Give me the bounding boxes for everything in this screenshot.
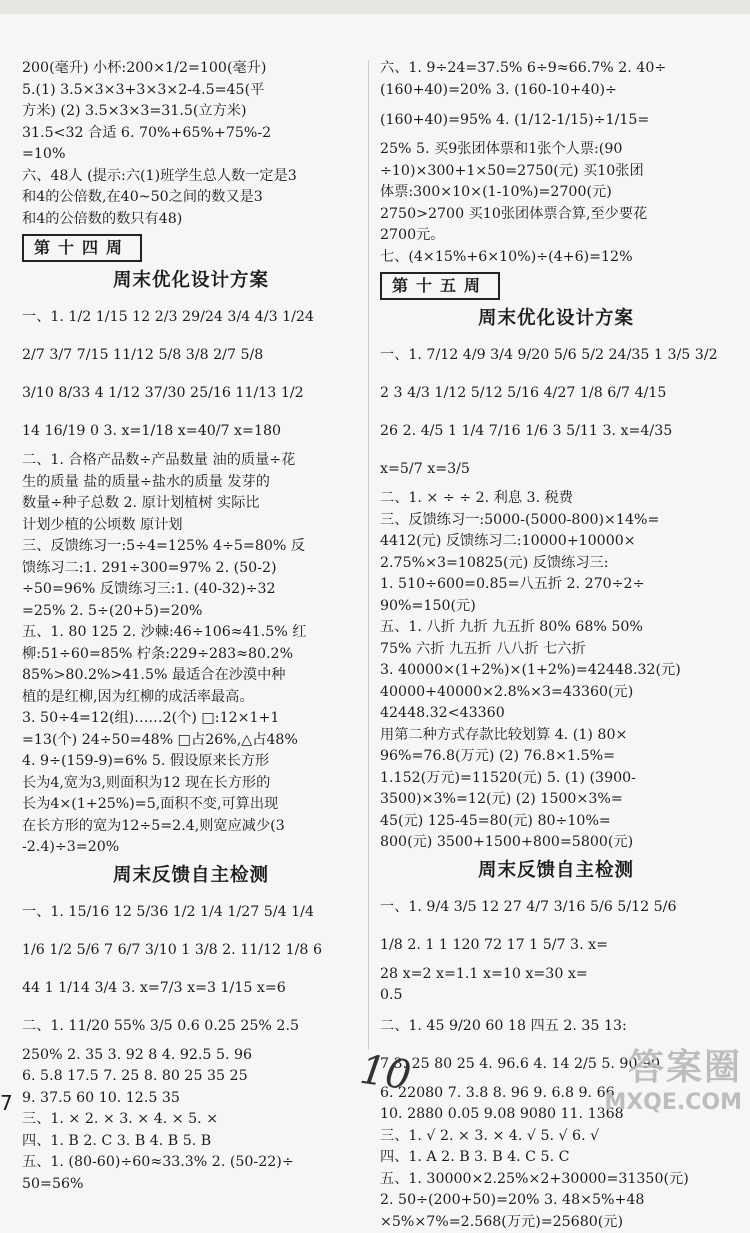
answer-line: 用第二种方式存款比较划算 4. (1) 80×	[380, 725, 732, 747]
answer-line: ÷50=96% 反馈练习三:1. (40-32)÷32	[22, 579, 360, 601]
answer-line: 七、(4×15%+6×10%)÷(4+6)=12%	[380, 247, 732, 269]
answer-line: 1.152(万元)=11520(元) 5. (1) (3900-	[380, 768, 732, 790]
answer-line: 200(毫升) 小杯:200×1/2=100(毫升)	[22, 58, 360, 80]
answer-line: 一、1. 9/4 3/5 12 27 4/7 3/16 5/6 5/12 5/6	[380, 888, 732, 926]
answer-line: 40000+40000×2.8%×3=43360(元)	[380, 682, 732, 704]
answer-line: 28 x=2 x=1.1 x=10 x=30 x=	[380, 964, 732, 986]
answer-line: 方米) (2) 3.5×3×3=31.5(立方米)	[22, 101, 360, 123]
answer-line: 44 1 1/14 3/4 3. x=7/3 x=3 1/15 x=6	[22, 969, 360, 1007]
answer-line: 二、1. 11/20 55% 3/5 0.6 0.25 25% 2.5	[22, 1007, 360, 1045]
column-divider	[368, 60, 369, 1050]
answer-line: 31.5<32 合适 6. 70%+65%+75%-2	[22, 123, 360, 145]
section-title: 周末反馈自主检测	[22, 859, 360, 893]
answer-line: 数量÷种子总数 2. 原计划植树 实际比	[22, 493, 360, 515]
section-title: 周末优化设计方案	[22, 264, 360, 298]
watermark-sub: MXQE.COM	[604, 1090, 742, 1115]
answer-line: 50=56%	[22, 1174, 360, 1196]
page-number-left: 7	[0, 1091, 13, 1115]
answer-line: 9. 37.5 60 10. 12.5 35	[22, 1088, 360, 1110]
section-title: 周末优化设计方案	[380, 302, 732, 336]
answer-line: 植的是红柳,因为红柳的成活率最高。	[22, 687, 360, 709]
answer-line: 体票:300×10×(1-10%)=2700(元)	[380, 182, 732, 204]
page-number-handwritten: 10	[357, 1047, 414, 1100]
answer-line: 5.(1) 3.5×3×3+3×3×2-4.5=45(平	[22, 80, 360, 102]
answer-line: 长为4,宽为3,则面积为12 现在长方形的	[22, 773, 360, 795]
answer-line: 4412(元) 反馈练习二:10000+10000×	[380, 531, 732, 553]
answer-line: 45(元) 125-45=80(元) 80÷10%=	[380, 811, 732, 833]
answer-line: 7 3. 25 80 25 4. 96.6 4. 14 2/5 5. 90 90	[380, 1045, 732, 1083]
answer-line: 二、1. 合格产品数÷产品数量 油的质量÷花	[22, 450, 360, 472]
answer-line: 2750>2700 买10张团体票合算,至少要花	[380, 204, 732, 226]
answer-line: 250% 2. 35 3. 92 8 4. 92.5 5. 96	[22, 1045, 360, 1067]
week-header-box	[380, 268, 732, 302]
answer-line: 一、1. 15/16 12 5/36 1/2 1/4 1/27 5/4 1/4	[22, 893, 360, 931]
answer-line: 3/10 8/33 4 1/12 37/30 25/16 11/13 1/2	[22, 374, 360, 412]
answer-line: 一、1. 1/2 1/15 12 2/3 29/24 3/4 4/3 1/24	[22, 298, 360, 336]
week-header-box	[22, 230, 360, 264]
answer-line: 一、1. 7/12 4/9 3/4 9/20 5/6 5/2 24/35 1 3/5 3/2	[380, 336, 732, 374]
answer-line: 2/7 3/7 7/15 11/12 5/8 3/8 2/7 5/8	[22, 336, 360, 374]
answer-line: 42448.32<43360	[380, 703, 732, 725]
answer-line: 四、1. A 2. B 3. B 4. C 5. C	[380, 1147, 732, 1169]
answer-line: 2700元。	[380, 225, 732, 247]
answer-line: 800(元) 3500+1500+800=5800(元)	[380, 832, 732, 854]
left-column	[22, 58, 360, 1195]
answer-line: 长为4×(1+25%)=5,面积不变,可算出现	[22, 794, 360, 816]
answer-line: 五、1. (80-60)÷60≈33.3% 2. (50-22)÷	[22, 1152, 360, 1174]
answer-line: 五、1. 80 125 2. 沙棘:46÷106≈41.5% 红	[22, 622, 360, 644]
answer-line: 四、1. B 2. C 3. B 4. B 5. B	[22, 1131, 360, 1153]
answer-line: 2 3 4/3 1/12 5/12 5/16 4/27 1/8 6/7 4/15	[380, 374, 732, 412]
answer-line: 25% 5. 买9张团体票和1张个人票:(90	[380, 139, 732, 161]
section-title: 周末反馈自主检测	[380, 854, 732, 888]
answer-line: 4. 9÷(159-9)=6% 5. 假设原来长方形	[22, 751, 360, 773]
answer-line: =13(个) 24÷50=48% □占26%,△占48%	[22, 730, 360, 752]
answer-line: 3. 40000×(1+2%)×(1+2%)=42448.32(元)	[380, 660, 732, 682]
answer-line: 1/6 1/2 5/6 7 6/7 3/10 1 3/8 2. 11/12 1/8 6	[22, 931, 360, 969]
answer-line: 75% 六折 九五折 八八折 七六折	[380, 639, 732, 661]
answer-line: 三、反馈练习一:5÷4=125% 4÷5=80% 反	[22, 536, 360, 558]
answer-line: 五、1. 30000×2.25%×2+30000=31350(元)	[380, 1169, 732, 1191]
answer-line: 96%=76.8(万元) (2) 76.8×1.5%=	[380, 746, 732, 768]
week-header: 第十四周	[22, 234, 142, 262]
answer-line: 柳:51÷60=85% 柠条:229÷283≈80.2%	[22, 644, 360, 666]
answer-line: 二、1. 45 9/20 60 18 四五 2. 35 13:	[380, 1007, 732, 1045]
answer-line: 三、1. √ 2. × 3. × 4. √ 5. √ 6. √	[380, 1126, 732, 1148]
answer-line: 85%>80.2%>41.5% 最适合在沙漠中种	[22, 665, 360, 687]
answer-line: =25% 2. 5÷(20+5)=20%	[22, 601, 360, 623]
answer-line: -2.4)÷3=20%	[22, 837, 360, 859]
answer-line: =10%	[22, 144, 360, 166]
answer-line: 三、反馈练习一:5000-(5000-800)×14%=	[380, 510, 732, 532]
answer-line: 3. 50÷4=12(组)……2(个) □:12×1+1	[22, 708, 360, 730]
answer-line: 10. 2880 0.05 9.08 9080 11. 1368	[380, 1104, 732, 1126]
answer-line: 3500)×3%=12(元) (2) 1500×3%=	[380, 789, 732, 811]
answer-line: 五、1. 八折 九折 九五折 80% 68% 50%	[380, 617, 732, 639]
answer-line: 六、48人 (提示:六(1)班学生总人数一定是3	[22, 166, 360, 188]
answer-line: 26 2. 4/5 1 1/4 7/16 1/6 3 5/11 3. x=4/35	[380, 412, 732, 450]
answer-line: 6. 22080 7. 3.8 8. 96 9. 6.8 9. 66	[380, 1083, 732, 1105]
answer-line: 二、1. × ÷ ÷ 2. 利息 3. 税费	[380, 488, 732, 510]
watermark-main: 答案圈	[604, 1039, 742, 1090]
answer-line: ÷10)×300+1×50=2750(元) 买10张团	[380, 161, 732, 183]
answer-line: 生的质量 盐的质量÷盐水的质量 发芽的	[22, 472, 360, 494]
answer-line: 1/8 2. 1 1 120 72 17 1 5/7 3. x=	[380, 926, 732, 964]
answer-line: x=5/7 x=3/5	[380, 450, 732, 488]
week-header: 第十五周	[380, 272, 500, 300]
answer-line: (160+40)=95% 4. (1/12-1/15)÷1/15=	[380, 101, 732, 139]
answer-line: 90%=150(元)	[380, 596, 732, 618]
answer-line: 计划少植的公顷数 原计划	[22, 515, 360, 537]
answer-line: 1. 510÷600=0.85=八五折 2. 270÷2÷	[380, 574, 732, 596]
answer-line: 馈练习二:1. 291÷300=97% 2. (50-2)	[22, 558, 360, 580]
answer-line: 和4的公倍数,在40~50之间的数又是3	[22, 187, 360, 209]
top-edge-strip	[0, 0, 750, 14]
answer-line: ×5%×7%=2.568(万元)=25680(元)	[380, 1212, 732, 1233]
answer-line: 三、1. × 2. × 3. × 4. × 5. ×	[22, 1109, 360, 1131]
answer-line: (160+40)=20% 3. (160-10+40)÷	[380, 80, 732, 102]
answer-line: 14 16/19 0 3. x=1/18 x=40/7 x=180	[22, 412, 360, 450]
answer-line: 2.75%×3=10825(元) 反馈练习三:	[380, 553, 732, 575]
answer-line: 0.5	[380, 985, 732, 1007]
answer-line: 六、1. 9÷24=37.5% 6÷9≈66.7% 2. 40÷	[380, 58, 732, 80]
answer-line: 2. 50÷(200+50)=20% 3. 48×5%+48	[380, 1190, 732, 1212]
answer-line: 在长方形的宽为12÷5=2.4,则宽应减少(3	[22, 816, 360, 838]
watermark	[604, 1039, 742, 1115]
answer-line: 6. 5.8 17.5 7. 25 8. 80 25 35 25	[22, 1066, 360, 1088]
answer-line: 和4的公倍数的数只有48)	[22, 209, 360, 231]
